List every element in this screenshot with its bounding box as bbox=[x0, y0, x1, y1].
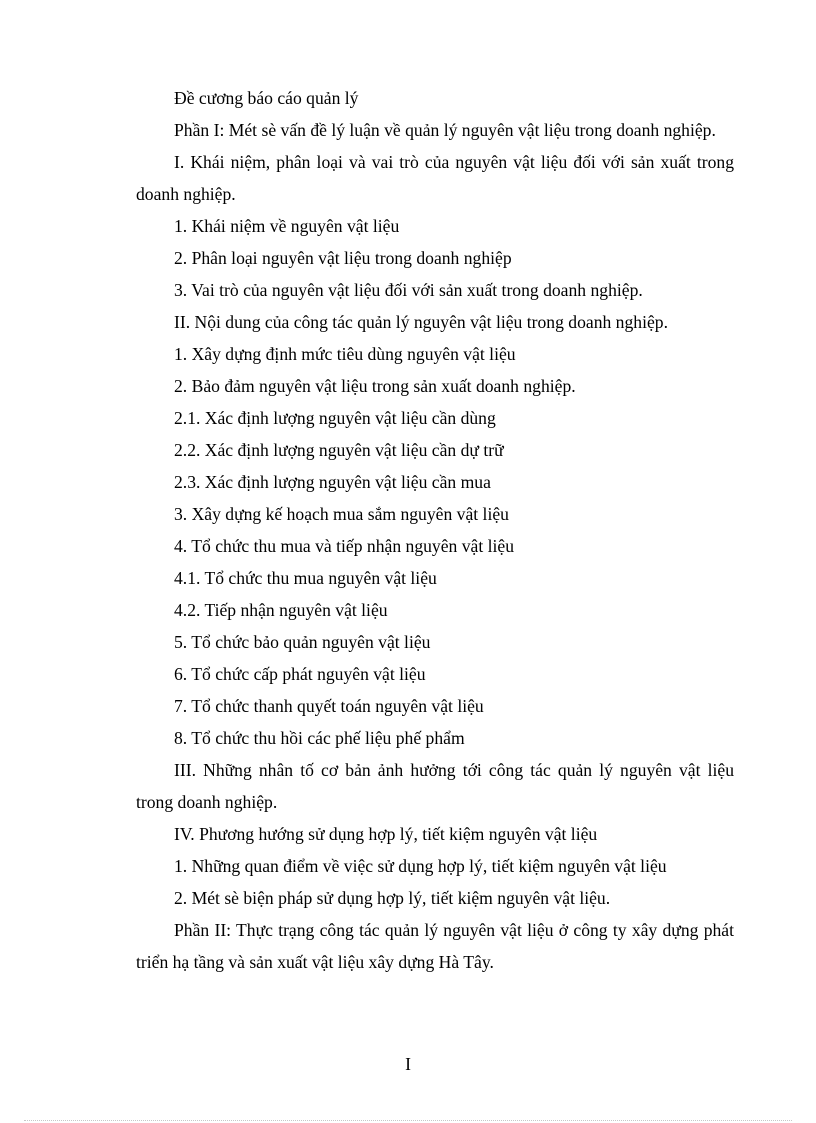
outline-item: 3. Xây dựng kế hoạch mua sắm nguyên vật liệu bbox=[174, 504, 509, 524]
page-bottom-divider bbox=[24, 1120, 792, 1121]
outline-item: 1. Khái niệm về nguyên vật liệu bbox=[174, 216, 400, 236]
outline-item: 3. Vai trò của nguyên vật liệu đối với sản xuất trong doanh nghiệp. bbox=[174, 280, 643, 300]
outline-item: 2. Phân loại nguyên vật liệu trong doanh nghiệp bbox=[174, 248, 512, 268]
outline-item: 7. Tổ chức thanh quyết toán nguyên vật liệu bbox=[174, 696, 484, 716]
section-IV-heading: IV. Phương hướng sử dụng hợp lý, tiết kiệm nguyên vật liệu bbox=[174, 824, 598, 844]
part-2-heading: Phần II: Thực trạng công tác quản lý nguyên vật liệu ở công ty xây dựng phát triển hạ tầng và sản xuất vật liệu xây dựng Hà Tây. bbox=[136, 920, 734, 972]
outline-item: 2. Bảo đảm nguyên vật liệu trong sản xuất doanh nghiệp. bbox=[174, 376, 576, 396]
section-I-heading: I. Khái niệm, phân loại và vai trò của nguyên vật liệu đối với sản xuất trong doanh nghiệp. bbox=[136, 152, 734, 204]
outline-item: 1. Những quan điểm về việc sử dụng hợp lý, tiết kiệm nguyên vật liệu bbox=[174, 856, 667, 876]
document-body bbox=[136, 82, 734, 978]
document-title: Đề cương báo cáo quản lý bbox=[174, 88, 359, 108]
section-II-heading: II. Nội dung của công tác quản lý nguyên vật liệu trong doanh nghiệp. bbox=[174, 312, 668, 332]
outline-item: 1. Xây dựng định mức tiêu dùng nguyên vật liệu bbox=[174, 344, 516, 364]
outline-item: 4.1. Tổ chức thu mua nguyên vật liệu bbox=[174, 568, 437, 588]
outline-item: 2. Mét sè biện pháp sử dụng hợp lý, tiết kiệm nguyên vật liệu. bbox=[174, 888, 611, 908]
outline-item: 4.2. Tiếp nhận nguyên vật liệu bbox=[174, 600, 388, 620]
outline-item: 2.3. Xác định lượng nguyên vật liệu cần mua bbox=[174, 472, 491, 492]
outline-item: 6. Tổ chức cấp phát nguyên vật liệu bbox=[174, 664, 426, 684]
outline-item: 2.1. Xác định lượng nguyên vật liệu cần dùng bbox=[174, 408, 496, 428]
outline-item: 2.2. Xác định lượng nguyên vật liệu cần dự trữ bbox=[174, 440, 504, 460]
outline-item: 4. Tổ chức thu mua và tiếp nhận nguyên vật liệu bbox=[174, 536, 514, 556]
part-1-heading: Phần I: Mét sè vấn đề lý luận về quản lý nguyên vật liệu trong doanh nghiệp. bbox=[174, 120, 716, 140]
outline-item: 5. Tổ chức bảo quản nguyên vật liệu bbox=[174, 632, 431, 652]
outline-item: 8. Tổ chức thu hồi các phế liệu phế phẩm bbox=[174, 728, 465, 748]
page-number: I bbox=[405, 1054, 411, 1074]
section-III-heading: III. Những nhân tố cơ bản ảnh hưởng tới công tác quản lý nguyên vật liệu trong doanh nghiệp. bbox=[136, 760, 734, 812]
